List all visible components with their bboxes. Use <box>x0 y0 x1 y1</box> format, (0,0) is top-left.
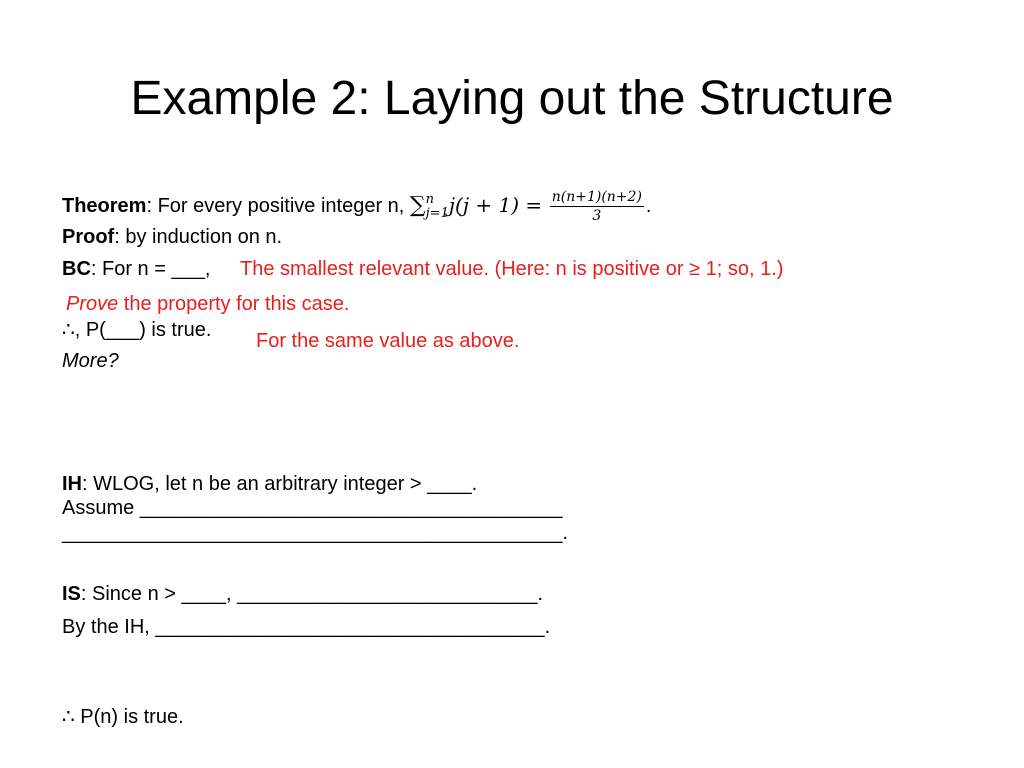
more-line: More? <box>62 350 119 372</box>
bc-label: BC <box>62 258 91 280</box>
bc-text: : For n = ___, <box>90 258 211 280</box>
is-label: IS <box>62 583 81 605</box>
ih-line <box>62 471 477 497</box>
proof-label: Proof <box>62 226 115 248</box>
prove-note <box>66 291 349 317</box>
sum-symbol: ∑ <box>409 192 426 218</box>
sum-upper: n <box>425 191 435 207</box>
ih-text: : WLOG, let n be an arbitrary integer > ____. <box>82 473 478 495</box>
theorem-text: : For every positive integer n, <box>146 194 410 217</box>
proof-text: : by induction on n. <box>114 226 283 248</box>
assume-line: Assume ______________________________________ <box>62 497 563 519</box>
is-text: : Since n > ____, ___________________________. <box>80 583 544 605</box>
is-line <box>62 581 543 607</box>
slide-title: Example 2: Laying out the Structure <box>130 72 894 125</box>
bc-note: The smallest relevant value. (Here: n is positive or ≥ 1; so, 1.) <box>240 258 784 280</box>
assume-continuation: _____________________________________________. <box>62 522 569 544</box>
prove-rest: the property for this case. <box>118 293 350 315</box>
theorem-label: Theorem <box>62 194 147 217</box>
ih-label: IH <box>62 473 82 495</box>
sum-limits <box>426 193 449 221</box>
same-value-note: For the same value as above. <box>256 330 520 352</box>
fraction-numerator: n(n+1)(n+2) <box>551 189 642 205</box>
bc-line <box>62 256 210 282</box>
proof-line <box>62 224 282 250</box>
by-ih-line: By the IH, ___________________________________. <box>62 616 551 638</box>
theorem-line <box>62 188 651 225</box>
theorem-end: . <box>645 194 652 217</box>
fraction <box>550 188 644 225</box>
conclusion-line: ∴ P(n) is true. <box>62 706 184 728</box>
fraction-denominator: 3 <box>592 208 602 224</box>
therefore-line: ∴, P(___) is true. <box>62 319 212 341</box>
sum-expression: j(j + 1) = <box>448 192 543 217</box>
sum-lower: j=1 <box>425 205 449 221</box>
prove-italic: Prove <box>66 293 119 315</box>
